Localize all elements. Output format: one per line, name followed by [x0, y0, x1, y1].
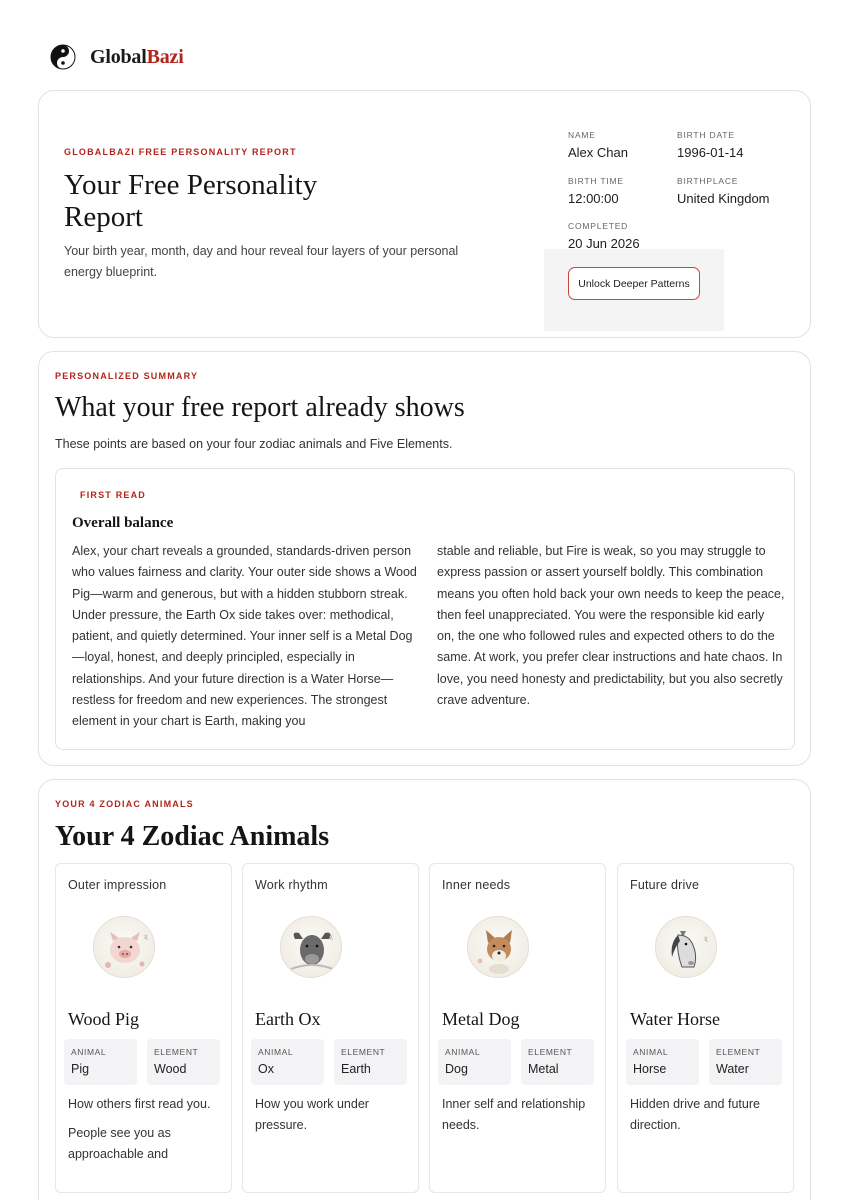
animal-name: Metal Dog — [442, 1009, 520, 1029]
animal-chip: ANIMAL Dog — [438, 1039, 511, 1085]
animal-description: Inner self and relationship needs. — [442, 1097, 586, 1132]
first-read-title: Overall balance — [72, 515, 174, 531]
summary-description: These points are based on your four zodiac animals and Five Elements. — [55, 437, 453, 451]
unlock-deeper-patterns-button[interactable]: Unlock Deeper Patterns — [568, 267, 700, 300]
animal-name: Water Horse — [630, 1009, 721, 1029]
zodiac-animal-card-ox[interactable] — [242, 863, 419, 1193]
meta-birthplace: BIRTHPLACE United Kingdom — [677, 176, 770, 206]
first-read-card — [55, 468, 795, 750]
element-chip: ELEMENT Metal — [521, 1039, 594, 1085]
hero-description: Your birth year, month, day and hour reveal four layers of your personal energy blueprint. — [64, 244, 459, 279]
horse-portrait-icon — [655, 916, 717, 978]
animal-role: Work rhythm — [255, 878, 328, 892]
animal-description: How others first read you. — [68, 1097, 211, 1111]
hero-eyebrow: GLOBALBAZI FREE PERSONALITY REPORT — [64, 147, 297, 157]
zodiac-animal-card-horse[interactable] — [617, 863, 794, 1193]
animal-name: Earth Ox — [255, 1009, 321, 1029]
meta-completed: COMPLETED 20 Jun 2026 — [568, 221, 640, 251]
yin-yang-icon — [50, 44, 76, 70]
animal-detail: People see you as approachable and — [68, 1126, 171, 1161]
brand-logo[interactable] — [50, 44, 184, 70]
animal-description: Hidden drive and future direction. — [630, 1097, 760, 1132]
animal-role: Inner needs — [442, 878, 511, 892]
animal-role: Future drive — [630, 878, 700, 892]
element-chip: ELEMENT Earth — [334, 1039, 407, 1085]
zodiac-title: Your 4 Zodiac Animals — [55, 821, 330, 852]
element-chip: ELEMENT Water — [709, 1039, 782, 1085]
meta-name: NAME Alex Chan — [568, 130, 628, 160]
animal-chip: ANIMAL Horse — [626, 1039, 699, 1085]
personalized-summary-card — [38, 351, 811, 766]
zodiac-animal-card-dog[interactable] — [429, 863, 606, 1193]
meta-birth-time: BIRTH TIME 12:00:00 — [568, 176, 624, 206]
summary-eyebrow: PERSONALIZED SUMMARY — [55, 371, 199, 381]
first-read-text-col1: Alex, your chart reveals a grounded, standards-driven person who values fairness and clarity. Your outer side shows a Wood Pig—warm and generous, but with a hidden stubborn streak. Under pressure, the Earth Ox side takes over: methodical, patient, and quietly determined. Your inner self is a Metal Dog—loyal, honest, and deeply principled, especially in relationships. And your future direction is a Water Horse—restless for freedom and new experiences. The strongest element in your chart is Earth, making you — [72, 544, 417, 729]
dog-portrait-icon — [467, 916, 529, 978]
element-chip: ELEMENT Wood — [147, 1039, 220, 1085]
first-read-eyebrow: FIRST READ — [80, 490, 146, 500]
svg-text:文: 文 — [703, 937, 709, 943]
pig-portrait-icon — [93, 916, 155, 978]
animal-role: Outer impression — [68, 878, 167, 892]
animal-description: How you work under pressure. — [255, 1097, 369, 1132]
animal-chip: ANIMAL Ox — [251, 1039, 324, 1085]
page-title: Your Free Personality Report — [64, 169, 318, 233]
ox-portrait-icon — [280, 916, 342, 978]
animal-name: Wood Pig — [68, 1009, 140, 1029]
zodiac-animal-card-pig[interactable] — [55, 863, 232, 1193]
zodiac-eyebrow: YOUR 4 ZODIAC ANIMALS — [55, 799, 194, 809]
zodiac-animals-card — [38, 779, 811, 1200]
meta-birth-date: BIRTH DATE 1996-01-14 — [677, 130, 744, 160]
animal-chip: ANIMAL Pig — [64, 1039, 137, 1085]
report-header-card — [38, 90, 811, 338]
svg-text:文: 文 — [328, 935, 334, 941]
brand-name: GlobalBazi — [90, 45, 184, 68]
svg-text:文: 文 — [143, 935, 149, 941]
summary-title: What your free report already shows — [55, 392, 465, 423]
first-read-text-col2: stable and reliable, but Fire is weak, so you may struggle to express passion or assert yourself boldly. This combination means you often hold back your own needs to keep the peace, then feel unappreciated. You were the responsible kid early on, the one who followed rules and expected others to do the same. At work, you prefer clear instructions and hate chaos. In love, you need honesty and predictability, but you also secretly crave adventure. — [437, 544, 785, 708]
